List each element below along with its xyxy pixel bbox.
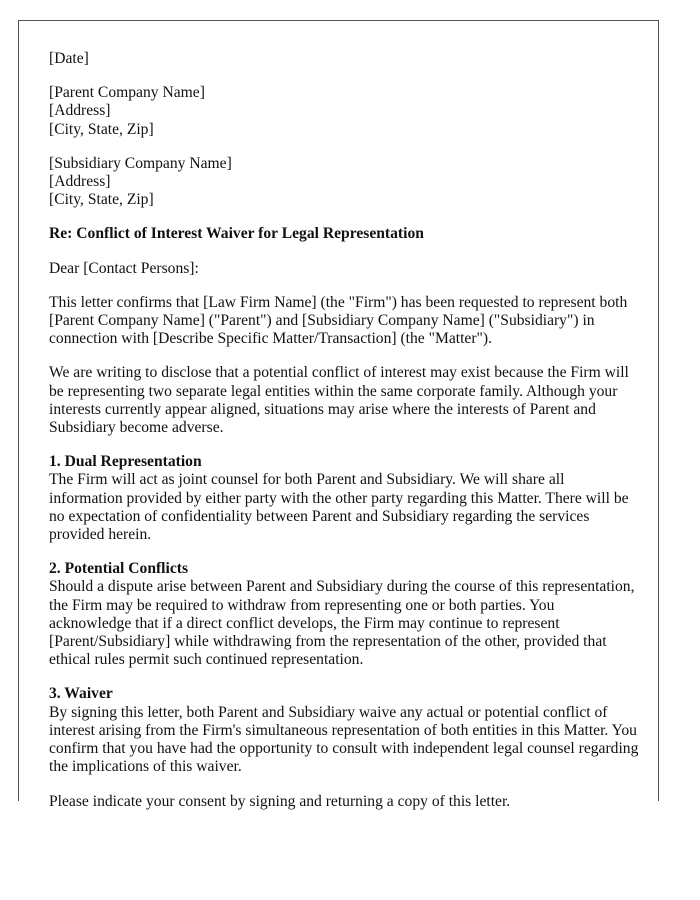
- section-dual-representation: [49, 453, 639, 544]
- section-body: The Firm will act as joint counsel for both Parent and Subsidiary. We will share all information provided by either party with the other party regarding this Matter. There will be no expectation of confidentiality between Parent and Subsidiary regarding the services provided herein.: [49, 471, 629, 544]
- subject-line-block: [49, 225, 639, 243]
- section-potential-conflicts: [49, 560, 639, 669]
- parent-address-block: [49, 84, 639, 139]
- section-title: 1. Dual Representation: [49, 453, 202, 471]
- section-title: 3. Waiver: [49, 685, 113, 703]
- parent-company-name: [Parent Company Name]: [49, 84, 205, 102]
- subsidiary-address-block: [49, 155, 639, 210]
- salutation-block: [49, 260, 639, 278]
- section-waiver: [49, 685, 639, 776]
- subject-line: Re: Conflict of Interest Waiver for Legal Representation: [49, 225, 424, 243]
- letter-content: [49, 50, 639, 827]
- section-body: Should a dispute arise between Parent and Subsidiary during the course of this representation, the Firm may be required to withdraw from representing one or both parties. You acknowledge that if a direct conflict develops, the Firm may continue to represent [Parent/Subsidiary] while withdrawing from the representation of the other, provided that ethical rules permit such continued representation.: [49, 578, 635, 669]
- parent-city-state-zip: [City, State, Zip]: [49, 120, 154, 138]
- salutation: Dear [Contact Persons]:: [49, 259, 199, 277]
- parent-address: [Address]: [49, 102, 111, 120]
- subsidiary-company-name: [Subsidiary Company Name]: [49, 154, 232, 172]
- date: [Date]: [49, 50, 89, 67]
- section-title: 2. Potential Conflicts: [49, 560, 189, 578]
- letter-page: [18, 20, 659, 810]
- closing-paragraph: Please indicate your consent by signing and returning a copy of this letter.: [49, 792, 511, 810]
- intro-paragraph: This letter confirms that [Law Firm Name] (the "Firm") has been requested to represent both [Parent Company Name] ("Parent") and [Subsidiary Company Name] ("Subsidiary") in connection with [Describe Specific Matter/Transaction] (the "Matter").: [49, 293, 628, 348]
- section-body: By signing this letter, both Parent and Subsidiary waive any actual or potential conflict of interest arising from the Firm's simultaneous representation of both entities in this Matter. You confirm that you have had the opportunity to consult with independent legal counsel regarding the implications of this waiver.: [49, 703, 639, 776]
- date-line: [49, 50, 639, 68]
- disclosure-paragraph: We are writing to disclose that a potential conflict of interest may exist because the Firm will be representing two separate legal entities within the same corporate family. Although your interests currently appear aligned, situations may arise where the interests of Parent and Subsidiary become adverse.: [49, 364, 629, 437]
- subsidiary-city-state-zip: [City, State, Zip]: [49, 191, 154, 209]
- subsidiary-address: [Address]: [49, 173, 111, 191]
